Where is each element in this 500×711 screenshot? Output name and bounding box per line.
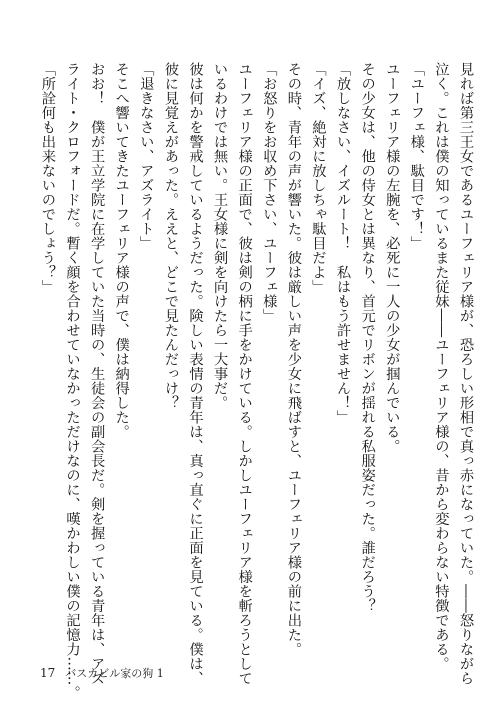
text-line: 彼に見覚えがあった。ええと、どこで見たんだっけ？	[162, 62, 179, 410]
page-footer	[40, 665, 164, 681]
text-line: ユーフェリア様の左腕を、必死に一人の少女が掴んでいる。	[384, 62, 401, 454]
page-number: 17	[40, 666, 56, 680]
text-line: 「退きなさい、アズライト」	[138, 62, 155, 251]
text-line: そこへ響いてきたユーフェリア様の声で、僕は納得した。	[113, 62, 130, 439]
text-line: 「ユーフェ様、駄目です！」	[408, 62, 425, 251]
text-line: 「放しなさい、イズルート！ 私はもう許せません！」	[335, 62, 352, 425]
text-line: その時、青年の声が響いた。彼は厳しい声を少女に飛ばすと、ユーフェリア様の前に出た。	[285, 62, 302, 657]
text-line: 泣く。これは僕の知っているまた従妹――ユーフェリア様の、昔から変わらない特徴である。	[433, 62, 450, 671]
text-line: 見れば第三王女であるユーフェリア様が、恐ろしい形相で真っ赤になっていた。――怒りながら	[458, 62, 474, 686]
text-line: ユーフェリア様の正面で、彼は剣の柄に手をかけている。しかしユーフェリア様を斬ろうとして	[236, 62, 253, 686]
text-line: 「お怒りをお収め下さい、ユーフェ様」	[261, 62, 278, 323]
running-title: バスカビル家の狗 1	[65, 667, 164, 680]
text-line: いるわけでは無い。王女様に剣を向けたら一大事だ。	[212, 62, 229, 410]
text-line: 「所詮何も出来ないのでしょう？」	[39, 62, 56, 294]
text-line: 彼は何かを警戒しているようだった。険しい表情の青年は、真っ直ぐに正面を見ている。僕は、	[187, 62, 204, 686]
text-line: 「イズ、絶対に放しちゃ駄目だよ」	[310, 62, 327, 294]
text-line: おお！ 僕が王立学院に在学していた当時の、生徒会の副会長だ。剣を握っている青年は、アズ	[89, 62, 106, 686]
text-line: その少女は、他の侍女とは異なり、首元でリボンが揺れる私服姿だった。誰だろう？	[359, 62, 376, 613]
text-line: ライト・クロフォードだ。暫く顔を合わせていなかっただけなのに、嘆かわしい僕の記憶力……。	[64, 62, 81, 700]
